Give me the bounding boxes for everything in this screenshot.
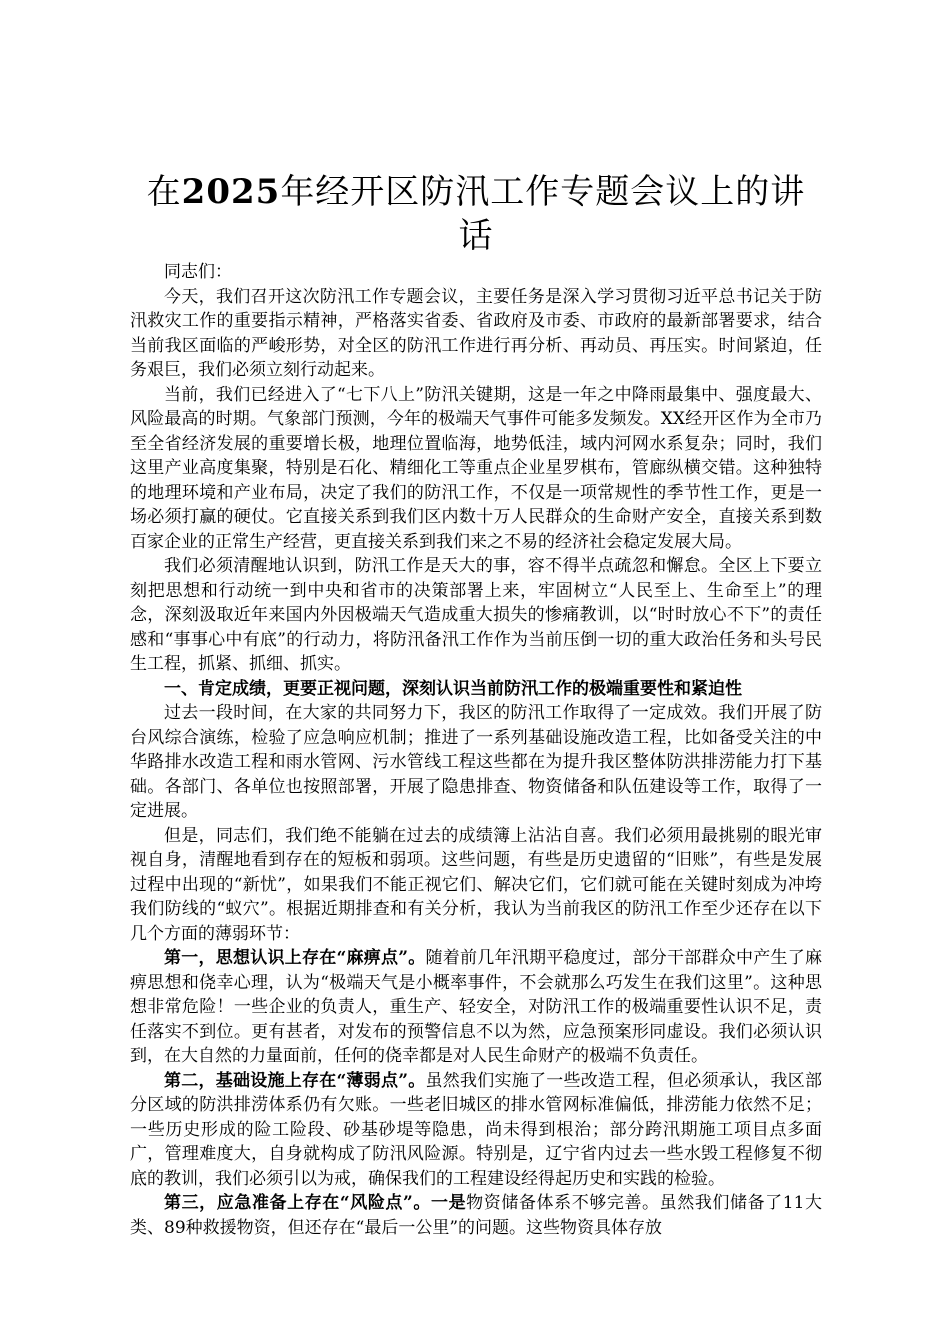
point-3-sublead: 一是 <box>430 1193 467 1213</box>
point-1-lead: 第一，思想认识上存在“麻痹点”。 <box>164 948 426 968</box>
point-3-lead: 第三，应急准备上存在“风险点”。 <box>164 1193 431 1213</box>
paragraph-situation: 当前，我们已经进入了“七下八上”防汛关键期，这是一年之中降雨最集中、强度最大、风险最高的时期。气象部门预测，今年的极端天气事件可能多发频发。XX经开区作为全市乃至全省经济发展的重要增长极，地理位置临海，地势低洼，域内河网水系复杂；同时，我们这里产业高度集聚，特别是石化、精细化工等重点企业星罗棋布，管廊纵横交错。这种独特的地理环境和产业布局，决定了我们的防汛工作，不仅是一项常规性的季节性工作，更是一场必须打赢的硬仗。它直接关系到我们区内数十万人民群众的生命财产安全，直接关系到数百家企业的正常生产经营，更直接关系到我们来之不易的经济社会稳定发展大局。 <box>130 384 822 552</box>
paragraph-point-2 <box>130 1069 822 1192</box>
point-2-body: 虽然我们实施了一些改造工程，但必须承认，我区部分区域的防洪排涝体系仍有欠账。一些老旧城区的排水管网标准偏低，排涝能力依然不足；一些历史形成的险工险段、砂基砂堤等隐患，尚未得到根治；部分跨汛期施工项目点多面广，管理难度大，自身就构成了防汛风险源。特别是，辽宁省内过去一些水毁工程修复不彻底的教训，我们必须引以为戒，确保我们的工程建设经得起历史和实践的检验。 <box>130 1070 822 1189</box>
title-suffix: 年经开区防汛工作专题会议上的讲话 <box>280 172 806 256</box>
paragraph-weaknesses: 但是，同志们，我们绝不能躺在过去的成绩簿上沾沾自喜。我们必须用最挑剔的眼光审视自身，清醒地看到存在的短板和弱项。这些问题，有些是历史遗留的“旧账”，有些是发展过程中出现的“新忧”，如果我们不能正视它们、解决它们，它们就可能在关键时刻成为冲垮我们防线的“蚁穴”。根据近期排查和有关分析，我认为当前我区的防汛工作至少还存在以下几个方面的薄弱环节： <box>130 825 822 944</box>
point-3-body: 物资储备体系不够完善。虽然我们储备了11大类、89种救援物资，但还存在“最后一公里”的问题。这些物资具体存放 <box>130 1193 822 1238</box>
section-heading-1: 一、肯定成绩，更要正视问题，深刻认识当前防汛工作的极端重要性和紧迫性 <box>164 678 742 699</box>
paragraph-point-1 <box>130 946 822 1069</box>
paragraph-awareness: 我们必须清醒地认识到，防汛工作是天大的事，容不得半点疏忽和懈怠。全区上下要立刻把思想和行动统一到中央和省市的决策部署上来，牢固树立“人民至上、生命至上”的理念，深刻汲取近年来国内外因极端天气造成重大损失的惨痛教训，以“时时放心不下”的责任感和“事事心中有底”的行动力，将防汛备汛工作作为当前压倒一切的重大政治任务和头号民生工程，抓紧、抓细、抓实。 <box>130 556 822 674</box>
title-year: 2025 <box>181 172 281 212</box>
point-2-lead: 第二，基础设施上存在“薄弱点”。 <box>164 1070 426 1091</box>
paragraph-intro: 今天，我们召开这次防汛工作专题会议，主要任务是深入学习贯彻习近平总书记关于防汛救灾工作的重要指示精神，严格落实省委、省政府及市委、市政府的最新部署要求，结合当前我区面临的严峻形势，对全区的防汛工作进行再分析、再动员、再压实。时间紧迫，任务艰巨，我们必须立刻行动起来。 <box>130 286 822 380</box>
document-title <box>130 170 822 258</box>
title-prefix: 在 <box>146 172 182 212</box>
salutation: 同志们： <box>164 262 232 282</box>
point-1-body: 随着前几年汛期平稳度过，部分干部群众中产生了麻痹思想和侥幸心理，认为“极端天气是小概率事件，不会就那么巧发生在我们这里”。这种思想非常危险！一些企业的负责人，重生产、轻安全，对防汛工作的极端重要性认识不足，责任落实不到位。更有甚者，对发布的预警信息不以为然，应急预案形同虚设。我们必须认识到，在大自然的力量面前，任何的侥幸都是对人民生命财产的极端不负责任。 <box>130 948 822 1066</box>
paragraph-achievements: 过去一段时间，在大家的共同努力下，我区的防汛工作取得了一定成效。我们开展了防台风综合演练，检验了应急响应机制；推进了一系列基础设施改造工程，比如备受关注的中华路排水改造工程和雨水管网、污水管线工程这些都在为提升我区整体防洪排涝能力打下基础。各部门、各单位也按照部署，开展了隐患排查、物资储备和队伍建设等工作，取得了一定进展。 <box>130 703 822 821</box>
paragraph-point-3 <box>130 1191 822 1240</box>
document-page <box>130 170 822 1240</box>
